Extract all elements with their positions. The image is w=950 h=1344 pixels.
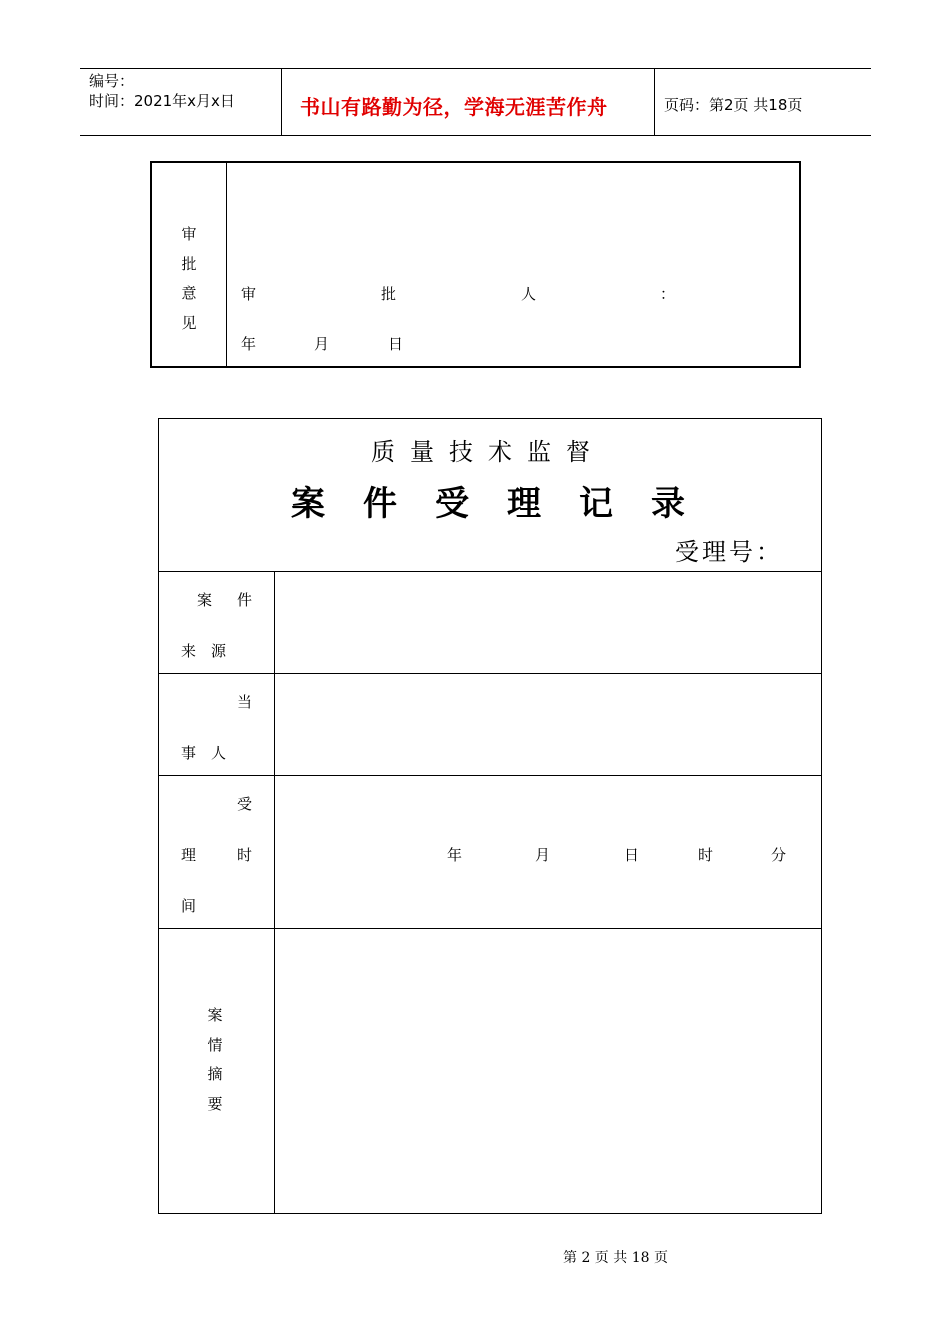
approval-month: 月 <box>314 335 330 353</box>
approver-char-1: 审 <box>241 285 257 303</box>
party-label-3: 人 <box>211 744 227 762</box>
approval-day: 日 <box>388 335 404 353</box>
accept-time-label-2: 理 <box>181 846 197 864</box>
approval-year: 年 <box>241 335 257 353</box>
header-page-label: 页码：第2页 共18页 <box>664 96 803 114</box>
accept-time-label-3: 时 <box>237 846 253 864</box>
accept-time-year: 年 <box>447 846 463 864</box>
accept-time-hour: 时 <box>698 846 714 864</box>
form-rule-3 <box>159 775 821 776</box>
form-rule-2 <box>159 673 821 674</box>
accept-time-month: 月 <box>535 846 551 864</box>
header-divider-left <box>281 68 282 136</box>
form-subtitle: 质量技术监督 <box>371 438 605 466</box>
party-label-1: 当 <box>237 693 253 711</box>
header-bottom-rule <box>80 135 871 136</box>
footer-page-number: 第 2 页 共 18 页 <box>563 1250 668 1266</box>
accept-time-label-4: 间 <box>181 897 197 915</box>
source-label-2: 件 <box>237 591 253 609</box>
party-label-2: 事 <box>181 744 197 762</box>
form-rule-1 <box>159 571 821 572</box>
source-label-1: 案 <box>197 591 213 609</box>
accept-time-day: 日 <box>624 846 640 864</box>
source-label-3: 来 <box>181 642 197 660</box>
source-label-4: 源 <box>211 642 227 660</box>
accept-time-label-1: 受 <box>237 795 253 813</box>
accept-time-minute: 分 <box>771 846 787 864</box>
case-form <box>158 418 822 1214</box>
header-top-rule <box>80 68 871 69</box>
form-title: 案件受理记录 <box>291 484 723 524</box>
approval-table <box>150 161 801 368</box>
summary-label: 案 情 摘 要 <box>207 1006 223 1113</box>
approver-char-2: 批 <box>381 285 397 303</box>
header-motto: 书山有路勤为径，学海无涯苦作舟 <box>300 95 608 119</box>
form-rule-4 <box>159 928 821 929</box>
header-time-label: 时间：2021年x月x日 <box>89 92 235 110</box>
approval-divider <box>226 163 227 366</box>
header-number-label: 编号： <box>89 72 135 90</box>
approver-colon: ： <box>660 285 676 303</box>
approver-char-3: 人 <box>521 285 537 303</box>
header-divider-right <box>654 68 655 136</box>
accept-number-label: 受理号： <box>675 538 783 566</box>
approval-label: 审 批 意 见 <box>181 225 197 332</box>
form-column-divider <box>274 571 275 1213</box>
